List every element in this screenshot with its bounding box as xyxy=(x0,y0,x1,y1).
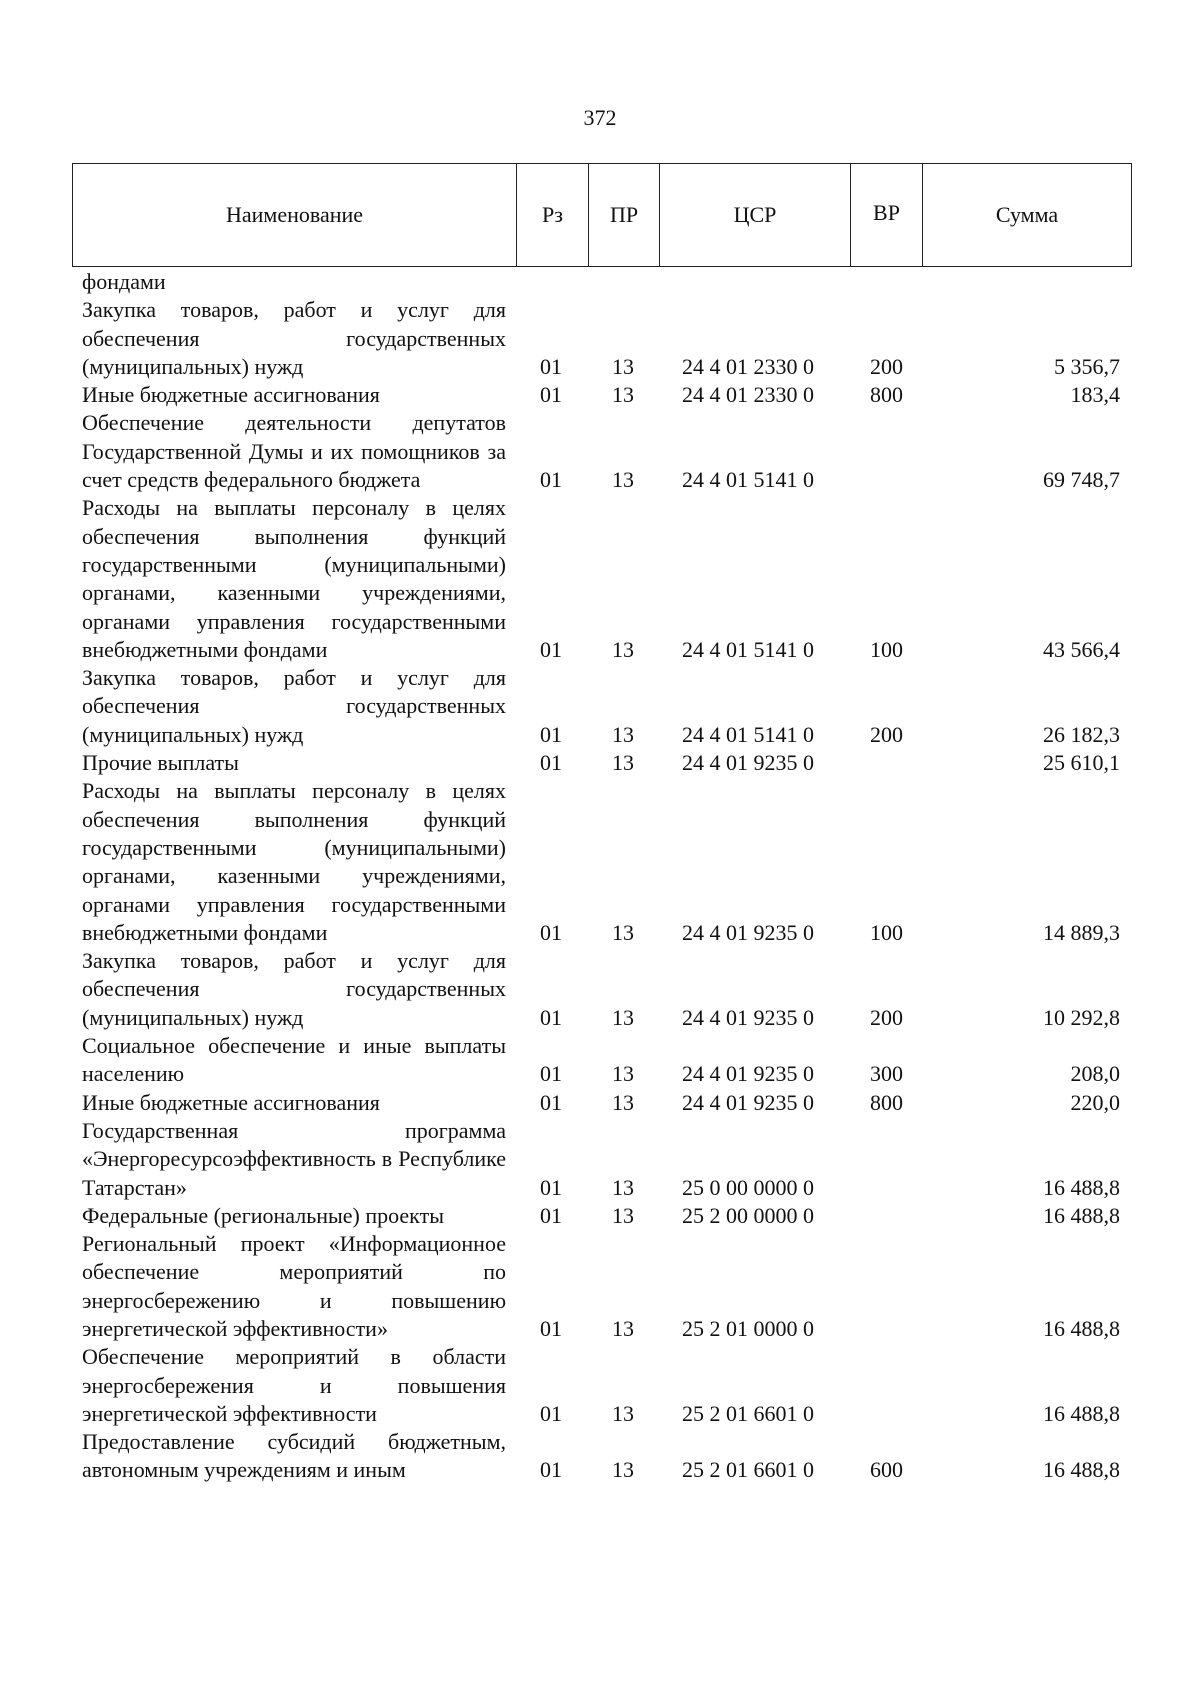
row-rz: 01 xyxy=(540,1315,562,1341)
row-pr: 13 xyxy=(612,919,634,945)
row-rz: 01 xyxy=(540,1174,562,1200)
row-rz: 01 xyxy=(540,467,562,493)
row-rz: 01 xyxy=(540,1457,562,1483)
row-rz: 01 xyxy=(540,1202,562,1228)
row-rz: 01 xyxy=(540,1089,562,1115)
row-name: Закупка товаров, работ и услуг для обеспечения государственных (муниципальных) нужд xyxy=(82,948,506,1030)
row-csr: 25 2 01 6601 0 xyxy=(682,1457,814,1483)
row-sum: 43 566,4 xyxy=(1043,636,1120,662)
row-name: Обеспечение мероприятий в области энергосбережения и повышения энергетической эффективности xyxy=(82,1344,506,1426)
row-pr: 13 xyxy=(612,721,634,747)
row-pr: 13 xyxy=(612,1004,634,1030)
row-pr: 13 xyxy=(612,382,634,408)
row-vr: 300 xyxy=(870,1061,903,1087)
header-csr: ЦСР xyxy=(660,164,851,266)
table-row xyxy=(0,1089,1200,1117)
table-row xyxy=(0,381,1200,409)
row-sum: 69 748,7 xyxy=(1043,467,1120,493)
table-row xyxy=(0,494,1200,664)
row-sum: 16 488,8 xyxy=(1043,1174,1120,1200)
row-rz: 01 xyxy=(540,1004,562,1030)
page-number: 372 xyxy=(583,105,617,130)
row-vr: 100 xyxy=(870,919,903,945)
row-pr: 13 xyxy=(612,1174,634,1200)
row-name: Государственная программа «Энергоресурсоэффективность в Республике Татарстан» xyxy=(82,1117,506,1200)
table-row xyxy=(0,409,1200,494)
row-sum: 220,0 xyxy=(1070,1089,1120,1115)
row-csr: 25 0 00 0000 0 xyxy=(682,1174,814,1200)
table-row xyxy=(0,749,1200,777)
row-name: Предоставление субсидий бюджетным, автономным учреждениям и иным xyxy=(82,1429,506,1483)
row-name: Прочие выплаты xyxy=(82,750,239,776)
table-row xyxy=(0,268,1200,296)
table-row xyxy=(0,296,1200,381)
row-rz: 01 xyxy=(540,750,562,776)
row-pr: 13 xyxy=(612,636,634,662)
row-name: Социальное обеспечение и иные выплаты населению xyxy=(82,1033,506,1087)
row-csr: 25 2 01 6601 0 xyxy=(682,1400,814,1426)
row-name: Региональный проект «Информационное обеспечение мероприятий по энергосбережению и повышению энергетической эффективности» xyxy=(82,1231,506,1341)
row-csr: 24 4 01 9235 0 xyxy=(682,1004,814,1030)
row-csr: 24 4 01 5141 0 xyxy=(682,467,814,493)
table-row xyxy=(0,1032,1200,1089)
row-csr: 25 2 01 0000 0 xyxy=(682,1315,814,1341)
row-pr: 13 xyxy=(612,1202,634,1228)
row-sum: 5 356,7 xyxy=(1054,353,1120,379)
row-rz: 01 xyxy=(540,919,562,945)
row-name: Расходы на выплаты персоналу в целях обеспечения выполнения функций государственными (муниципальными) органами, казенными учреждениями, органами управления государственными внебюджетными фондами xyxy=(82,495,506,662)
row-pr: 13 xyxy=(612,467,634,493)
row-pr: 13 xyxy=(612,1400,634,1426)
table-row xyxy=(0,1428,1200,1485)
row-csr: 24 4 01 5141 0 xyxy=(682,636,814,662)
row-name: фондами xyxy=(82,269,166,294)
table-row xyxy=(0,1230,1200,1343)
row-vr: 600 xyxy=(870,1457,903,1483)
row-csr: 25 2 00 0000 0 xyxy=(682,1202,814,1228)
row-vr: 800 xyxy=(870,1089,903,1115)
row-csr: 24 4 01 2330 0 xyxy=(682,382,814,408)
row-sum: 208,0 xyxy=(1070,1061,1120,1087)
row-name: Закупка товаров, работ и услуг для обеспечения государственных (муниципальных) нужд xyxy=(82,297,506,379)
table-row xyxy=(0,947,1200,1032)
row-pr: 13 xyxy=(612,353,634,379)
row-rz: 01 xyxy=(540,1400,562,1426)
row-csr: 24 4 01 9235 0 xyxy=(682,919,814,945)
row-name: Обеспечение деятельности депутатов Государственной Думы и их помощников за счет средств федерального бюджета xyxy=(82,410,506,493)
row-sum: 183,4 xyxy=(1070,382,1120,408)
row-sum: 16 488,8 xyxy=(1043,1202,1120,1228)
row-vr: 200 xyxy=(870,721,903,747)
row-name: Закупка товаров, работ и услуг для обеспечения государственных (муниципальных) нужд xyxy=(82,665,506,747)
row-sum: 16 488,8 xyxy=(1043,1315,1120,1341)
row-sum: 14 889,3 xyxy=(1043,919,1120,945)
table-row xyxy=(0,1117,1200,1202)
row-pr: 13 xyxy=(612,1315,634,1341)
row-name: Иные бюджетные ассигнования xyxy=(82,382,380,408)
row-rz: 01 xyxy=(540,1061,562,1087)
row-csr: 24 4 01 5141 0 xyxy=(682,721,814,747)
header-pr: ПР xyxy=(589,164,660,266)
table-row xyxy=(0,777,1200,947)
table-body xyxy=(0,268,1200,1485)
header-rz: Рз xyxy=(517,164,589,266)
table-header xyxy=(72,163,1132,267)
row-rz: 01 xyxy=(540,636,562,662)
table-row xyxy=(0,1343,1200,1428)
table-row xyxy=(0,664,1200,749)
row-vr: 100 xyxy=(870,636,903,662)
row-vr: 200 xyxy=(870,1004,903,1030)
row-pr: 13 xyxy=(612,1089,634,1115)
row-rz: 01 xyxy=(540,382,562,408)
row-csr: 24 4 01 9235 0 xyxy=(682,1061,814,1087)
row-name: Федеральные (региональные) проекты xyxy=(82,1202,444,1228)
row-sum: 16 488,8 xyxy=(1043,1457,1120,1483)
row-sum: 16 488,8 xyxy=(1043,1400,1120,1426)
row-name: Иные бюджетные ассигнования xyxy=(82,1089,380,1115)
row-rz: 01 xyxy=(540,721,562,747)
row-name: Расходы на выплаты персоналу в целях обеспечения выполнения функций государственными (муниципальными) органами, казенными учреждениями, органами управления государственными внебюджетными фондами xyxy=(82,778,506,945)
row-sum: 10 292,8 xyxy=(1043,1004,1120,1030)
header-name: Наименование xyxy=(73,164,517,266)
row-sum: 26 182,3 xyxy=(1043,721,1120,747)
row-vr: 200 xyxy=(870,353,903,379)
row-csr: 24 4 01 9235 0 xyxy=(682,1089,814,1115)
row-pr: 13 xyxy=(612,750,634,776)
header-sum: Сумма xyxy=(995,202,1059,227)
header-vr: ВР xyxy=(851,164,923,266)
row-csr: 24 4 01 2330 0 xyxy=(682,353,814,379)
row-rz: 01 xyxy=(540,353,562,379)
table-row xyxy=(0,1202,1200,1230)
row-csr: 24 4 01 9235 0 xyxy=(682,750,814,776)
row-pr: 13 xyxy=(612,1061,634,1087)
row-pr: 13 xyxy=(612,1457,634,1483)
row-vr: 800 xyxy=(870,382,903,408)
row-sum: 25 610,1 xyxy=(1043,750,1120,776)
